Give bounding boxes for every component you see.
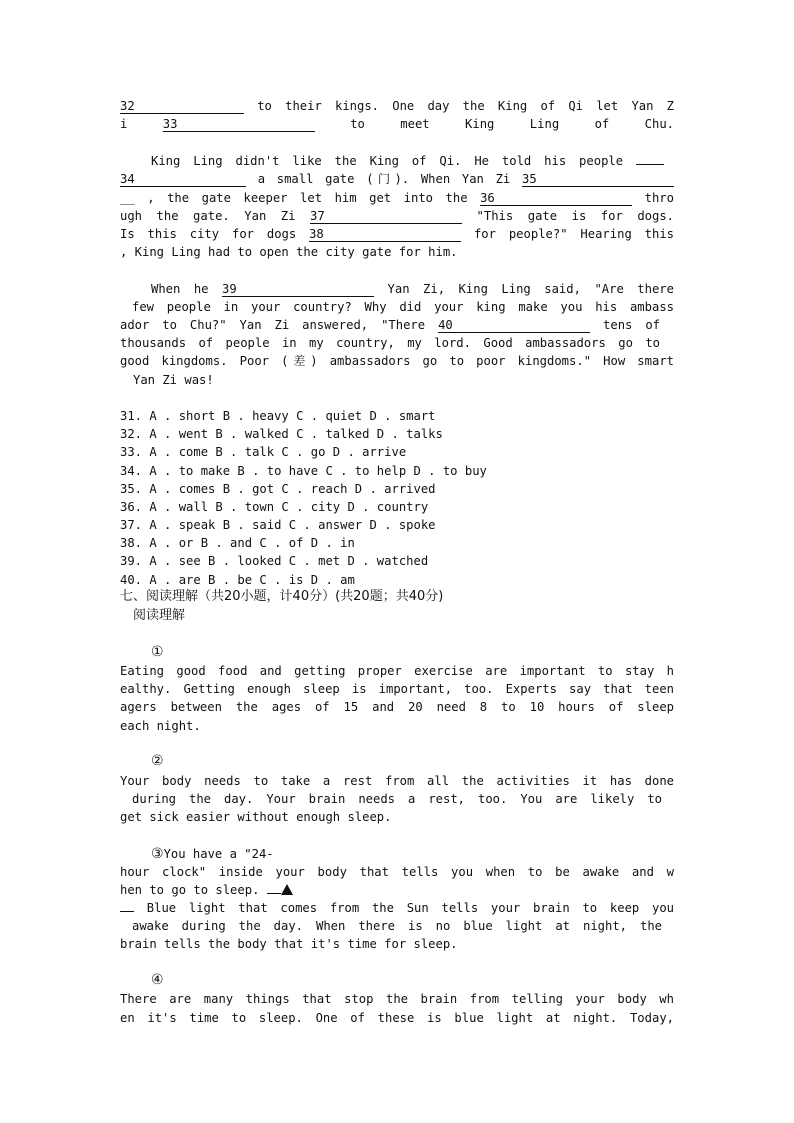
para2-line5 <box>120 225 674 243</box>
p1-line4: each night. <box>120 719 201 733</box>
text: ugh the gate. Yan Zi <box>120 209 296 223</box>
marker-4: ④ <box>151 972 164 988</box>
p2-line1: Your body needs to take a rest from all the activities it has done <box>120 774 674 788</box>
para2-line2 <box>120 170 674 188</box>
text: Blue light that comes from the Sun tells your brain to keep you <box>146 901 675 915</box>
option-39: 39. A . see B . looked C . met D . watched <box>120 554 429 568</box>
text: ador to Chu?" Yan Zi answered, "There <box>120 318 426 332</box>
option-35: 35. A . comes B . got C . reach D . arrived <box>120 482 436 496</box>
para3-line2 <box>132 298 674 316</box>
text: When he <box>151 282 209 296</box>
option-40: 40. A . are B . be C . is D . am <box>120 573 355 587</box>
blank-38: 38 <box>309 227 461 242</box>
para2-line6 <box>120 243 674 261</box>
text: Yan Zi, King Ling said, "Are there <box>387 282 674 296</box>
text: thro <box>644 191 674 205</box>
para2-line1 <box>151 152 664 170</box>
text: When Yan Zi <box>420 172 511 186</box>
text: "This gate is for dogs. <box>476 209 675 223</box>
option-36: 36. A . wall B . town C . city D . country <box>120 500 429 514</box>
p4-line2: en it's time to sleep. One of these is blue light at night. Today, <box>120 1011 674 1025</box>
text: Yan Zi was! <box>133 373 214 387</box>
marker-3: ③ <box>151 846 164 862</box>
option-32: 32. A . went B . walked C . talked D . talks <box>120 427 443 441</box>
text: good kingdoms. Poor (差) ambassadors go to poor kingdoms." How smart <box>120 354 674 368</box>
text: the gate keeper let him get into the <box>167 191 468 205</box>
text: __ , <box>120 191 155 205</box>
triangle-icon <box>281 884 293 895</box>
text: tens of <box>603 318 660 332</box>
p2-line3: get sick easier without enough sleep. <box>120 810 392 824</box>
p3-line1: hour clock" inside your body that tells you when to be awake and w <box>120 865 674 879</box>
marker-2: ② <box>151 753 164 769</box>
text: few people in your country? Why did your king make you his ambass <box>132 300 674 314</box>
blank-40: 40 <box>438 318 590 333</box>
text: i <box>120 117 128 131</box>
para3-line5 <box>120 352 674 370</box>
blank-36: 36 <box>480 191 632 206</box>
para2-line3 <box>120 189 674 207</box>
text: hen to go to sleep. <box>120 883 260 897</box>
p1-line2: ealthy. Getting enough sleep is important, too. Experts say that teen <box>120 682 674 696</box>
option-31: 31. A . short B . heavy C . quiet D . smart <box>120 409 436 423</box>
para3-line1 <box>151 280 674 298</box>
p3-line4: awake during the day. When there is no blue light at night, the <box>132 919 662 933</box>
blank-37: 37 <box>310 209 462 224</box>
blank-39: 39 <box>222 282 374 297</box>
text: King Ling didn't like the King of Qi. He told his people <box>151 154 624 168</box>
p3-first-line <box>151 845 705 863</box>
option-34: 34. A . to make B . to have C . to help D . to buy <box>120 464 487 478</box>
p3-line3 <box>120 899 674 917</box>
para1-line2 <box>120 115 674 133</box>
p1-line3: agers between the ages of 15 and 20 need 8 to 10 hours of sleep <box>120 700 674 714</box>
para3-line6 <box>133 371 687 389</box>
text: thousands of people in my country, my lord. Good ambassadors go to <box>120 336 660 350</box>
section-subtitle: 阅读理解 <box>133 608 186 623</box>
para3-line3 <box>120 316 660 334</box>
blank-line <box>267 893 281 894</box>
text: You have a "24- <box>163 847 274 861</box>
marker-1: ① <box>151 644 164 660</box>
text: for people?" Hearing this <box>473 227 674 241</box>
option-38: 38. A . or B . and C . of D . in <box>120 536 355 550</box>
p4-line1: There are many things that stop the brain from telling your body wh <box>120 992 674 1006</box>
p3-line5: brain tells the body that it's time for sleep. <box>120 937 458 951</box>
text: (门). <box>366 172 410 186</box>
blank-34: 34 <box>120 172 246 187</box>
text: , King Ling had to open the city gate for him. <box>120 245 458 259</box>
section-title: 七、阅读理解（共20小题，计40分）(共20题；共40分) <box>120 589 444 604</box>
blank-32: 32 <box>120 99 244 114</box>
blank-line <box>120 911 134 912</box>
blank-35: 35 <box>522 172 674 187</box>
para3-line4 <box>120 334 660 352</box>
blank-33: 33 <box>163 117 315 132</box>
blank-line <box>636 164 664 165</box>
option-33: 33. A . come B . talk C . go D . arrive <box>120 445 407 459</box>
text: to their kings. One day the King of Qi let Yan Z <box>257 99 675 113</box>
para2-line4 <box>120 207 674 225</box>
p1-line1: Eating good food and getting proper exercise are important to stay h <box>120 664 674 678</box>
option-37: 37. A . speak B . said C . answer D . spoke <box>120 518 436 532</box>
para1-line1 <box>120 97 674 115</box>
text: Is this city for dogs <box>120 227 297 241</box>
p2-line2: during the day. Your brain needs a rest, too. You are likely to <box>132 792 662 806</box>
text: a small gate <box>257 172 355 186</box>
p3-line2 <box>120 881 674 899</box>
text: to meet King Ling of Chu. <box>350 117 675 131</box>
